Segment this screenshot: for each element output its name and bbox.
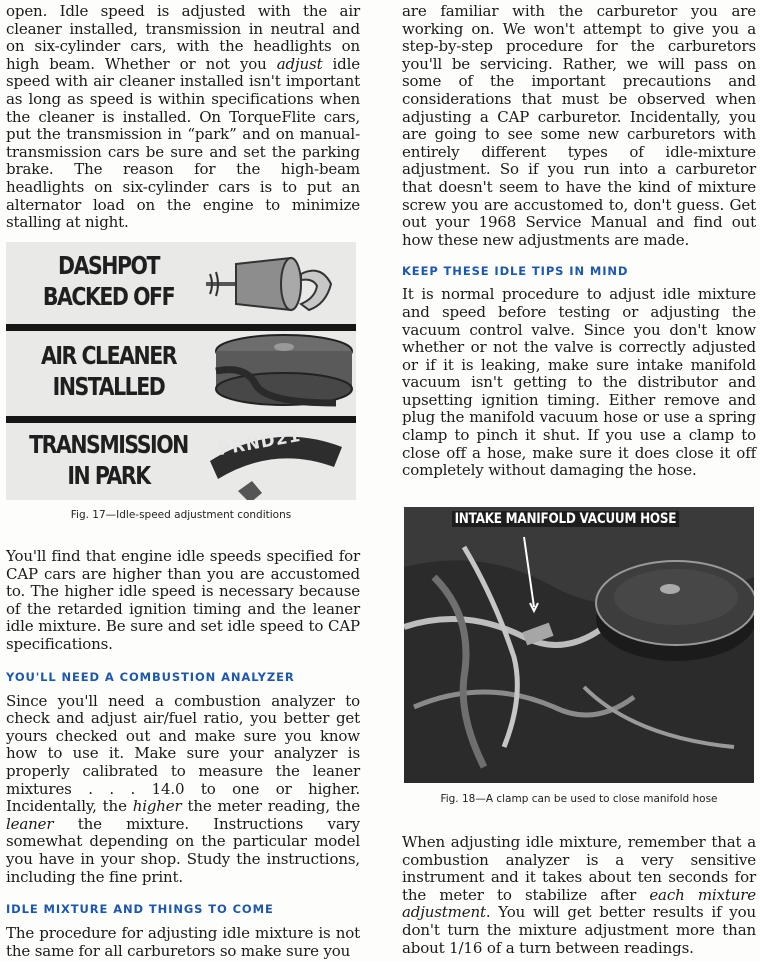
- fig17-panel-air-cleaner: [6, 331, 356, 416]
- fig17-label-dashpot: DASHPOT BACKED OFF: [42, 251, 175, 311]
- text-run: Since you'll need a combustion analyzer to check and adjust air/fuel ratio, you better get yours checked out and make sure you know how to use it. Make sure your analyzer is properly calibrated to measure the leaner mixtures . . . 14.0 to one or higher. Incidentally, the: [6, 691, 360, 816]
- paragraph-idle-tips: It is normal procedure to adjust idle mixture and speed before testing or adjusting the vacuum control valve. Since you don't know whether or not the valve is correctly adjusted or if it is leaking, make sure intake manifold vacuum isn't getting to the distributor and upsetting ignition timing. Either remove and plug the manifold vacuum hose or use a spring clamp to pinch it shut. If you use a clamp to close off a hose, make sure it does close it off completely without damaging the hose.: [402, 285, 756, 480]
- dashpot-illustration: [196, 244, 346, 322]
- paragraph-carburetor: are familiar with the carburetor you are working on. We won't attempt to give you a step-by-step procedure for the carburetors you'll be servicing. Rather, we will pass on some of the important precautions and considerations that must be observed when adjusting a CAP carburetor. Incidentally, you are going to see some new carburetors with entirely different types of idle-mixture adjustment. So if you run into a carburetor that doesn't seem to have the kind of mixture screw you are accustomed to, don't guess. Get out your 1968 Service Manual and find out how these new adjustments are made.: [402, 2, 756, 249]
- fig17-divider: [6, 416, 356, 423]
- fig17-label-transmission: TRANSMISSION IN PARK: [29, 430, 188, 490]
- heading-combustion-analyzer: YOU'LL NEED A COMBUSTION ANALYZER: [6, 669, 295, 684]
- figure-17: [6, 242, 356, 500]
- paragraph-mixture-adjustment: [402, 834, 756, 957]
- paragraph-combustion-analyzer: [6, 693, 360, 887]
- right-column: [402, 0, 756, 480]
- text-run: When adjusting idle mixture, remember that a combustion analyzer is a very sensitive instrument and it takes about ten seconds for the meter to stabilize after: [402, 833, 756, 904]
- text-run: . You will get better results if you don't turn the mixture adjustment more than about 1/16 of a turn between readings.: [402, 903, 756, 957]
- fig18-label-text: INTAKE MANIFOLD VACUUM HOSE: [452, 511, 679, 527]
- fig17-label-air-cleaner: AIR CLEANER INSTALLED: [40, 341, 177, 401]
- fig18-label-vacuum-hose: [452, 511, 679, 527]
- paragraph-idle-conditions: [6, 3, 360, 232]
- heading-idle-tips: KEEP THESE IDLE TIPS IN MIND: [402, 264, 629, 279]
- text-run: the meter reading, the: [181, 797, 360, 816]
- left-column-lower: [6, 548, 360, 960]
- paragraph-idle-speeds: You'll find that engine idle speeds specified for CAP cars are higher than you are accustomed to. The higher idle speed is necessary because of the retarded ignition timing and the leaner idle mixture. Be sure and set idle speed to CAP specifications.: [6, 547, 360, 653]
- engine-photo: [404, 507, 754, 783]
- fig17-divider: [6, 324, 356, 331]
- right-column-lower: [402, 834, 756, 957]
- fig17-panel-dashpot: [6, 242, 356, 324]
- emphasis-higher: higher: [132, 797, 182, 816]
- gear-indicator-text: PRND21: [216, 425, 303, 461]
- emphasis-adjust: adjust: [276, 54, 323, 73]
- emphasis-leaner: leaner: [6, 814, 54, 833]
- text-run: idle speed with air cleaner installed isn't important as long as speed is within specifications when the cleaner is installed. On TorqueFlite cars, put the transmission in “park” and on manual-transmission cars be sure and set the parking brake. The reason for the high-beam headlights on six-cylinder cars is to put an alternator load on the engine to minimize stalling at night.: [6, 54, 361, 232]
- text-run: the mixture. Instructions vary somewhat depending on the particular model you have in your shop. Study the instructions, including the fine print.: [6, 814, 360, 886]
- fig17-caption: Fig. 17—Idle-speed adjustment conditions: [70, 509, 292, 521]
- fig17-panel-transmission: [6, 423, 356, 500]
- fig18-caption: Fig. 18—A clamp can be used to close manifold hose: [440, 793, 718, 805]
- text-run: open. Idle speed is adjusted with the air cleaner installed, transmission in neutral and on six-cylinder cars, with the headlights on high beam. Whether or not you: [6, 2, 360, 73]
- air-cleaner-illustration: [206, 331, 356, 416]
- figure-18: [404, 507, 754, 783]
- left-column: [6, 0, 360, 232]
- paragraph-idle-mixture: The procedure for adjusting idle mixture is not the same for all carburetors so make sure you: [6, 924, 360, 960]
- heading-idle-mixture: IDLE MIXTURE AND THINGS TO COME: [6, 902, 274, 917]
- emphasis-each-adjustment: each mixture adjustment: [402, 885, 756, 922]
